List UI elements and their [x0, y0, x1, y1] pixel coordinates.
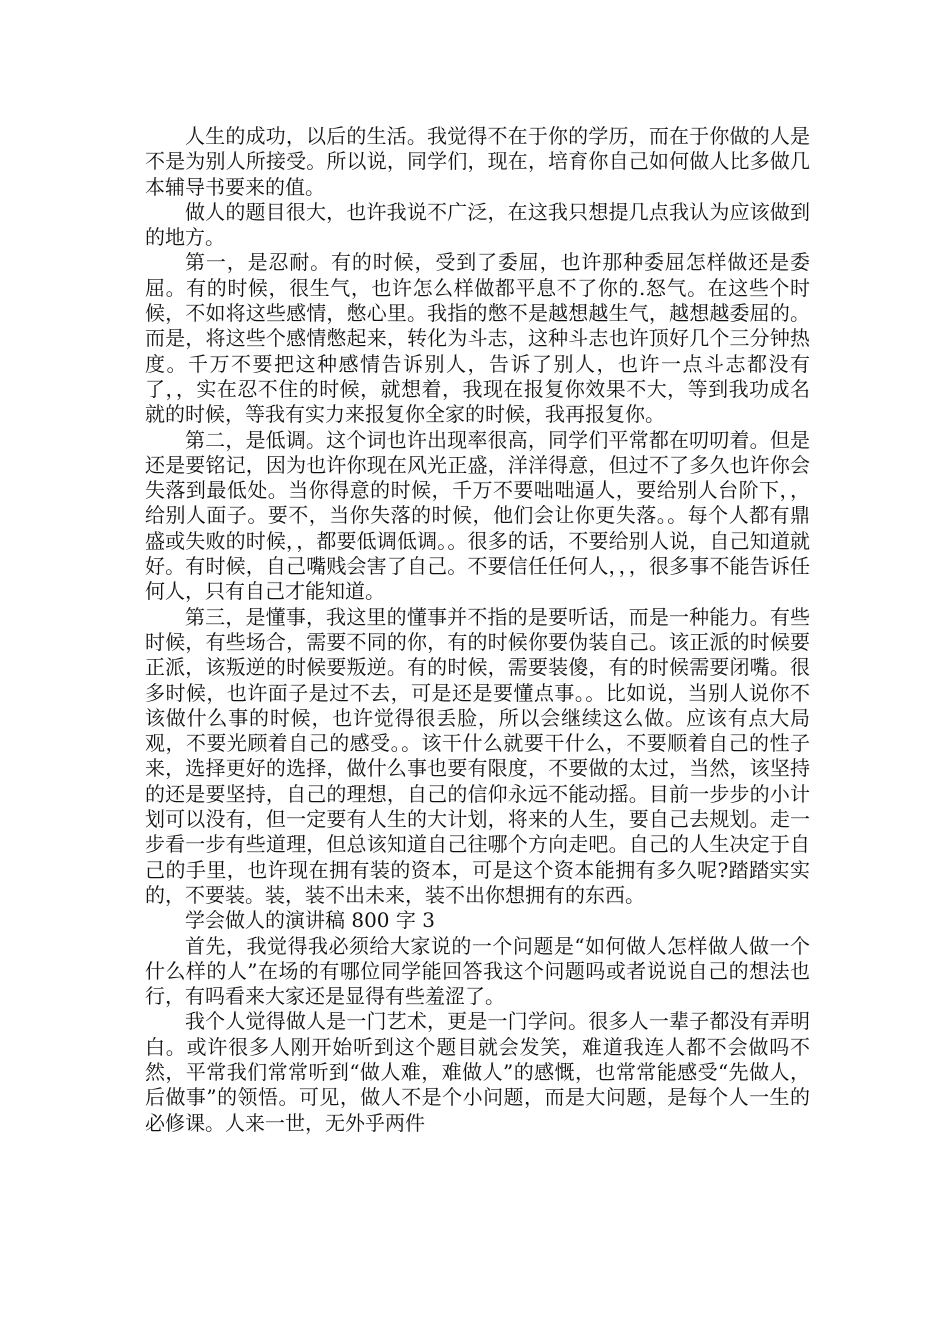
paragraph-question: 首先，我觉得我必须给大家说的一个问题是“如何做人怎样做人做一个什么样的人”在场的有哪位同学能回答我这个问题吗或者说说自己的想法也行，有吗看来大家还是显得有些羞涩了。	[145, 933, 810, 1009]
paragraph-point-patience: 第一，是忍耐。有的时候，受到了委屈，也许那种委屈怎样做还是委屈。有的时候，很生气，也许怎么样做都平息不了你的.怒气。在这些个时候，不如将这些感情，憋心里。我指的憋不是越想越生气，越想越委屈的。而是，将这些个感情憋起来，转化为斗志，这种斗志也许顶好几个三分钟热度。千万不要把这种感情告诉别人，告诉了别人，也许一点斗志都没有了，，实在忍不住的时候，就想着，我现在报复你效果不大，等到我功成名就的时候，等我有实力来报复你全家的时候，我再报复你。	[145, 250, 810, 427]
speech-text-body	[145, 124, 810, 1136]
paragraph-topic: 做人的题目很大，也许我说不广泛，在这我只想提几点我认为应该做到的地方。	[145, 199, 810, 250]
paragraph-point-sensible: 第三，是懂事，我这里的懂事并不指的是要听话，而是一种能力。有些时候，有些场合，需要不同的你，有的时候你要伪装自己。该正派的时候要正派，该叛逆的时候要叛逆。有的时候，需要装傻，有的时候需要闭嘴。很多时候，也许面子是过不去，可是还是要懂点事。。比如说，当别人说你不该做什么事的时候，也许觉得很丢脸，所以会继续这么做。应该有点大局观，不要光顾着自己的感受。。该干什么就要干什么，不要顺着自己的性子来，选择更好的选择，做什么事也要有限度，不要做的太过，当然，该坚持的还是要坚持，自己的理想，自己的信仰永远不能动摇。目前一步步的小计划可以没有，但一定要有人生的大计划，将来的人生，要自己去规划。走一步看一步有些道理，但总该知道自己往哪个方向走吧。自己的人生决定于自己的手里，也许现在拥有装的资本，可是这个资本能拥有多久呢?踏踏实实的，不要装。装，装不出未来，装不出你想拥有的东西。	[145, 604, 810, 907]
paragraph-intro: 人生的成功，以后的生活。我觉得不在于你的学历，而在于你做的人是不是为别人所接受。所以说，同学们，现在，培育你自己如何做人比多做几本辅导书要来的值。	[145, 124, 810, 199]
paragraph-art-of-being: 我个人觉得做人是一门艺术，更是一门学问。很多人一辈子都没有弄明白。或许很多人刚开始听到这个题目就会发笑，难道我连人都不会做吗不然，平常我们常常听到“做人难，难做人”的感慨，也常常能感受“先做人，后做事”的领悟。可见，做人不是个小问题，而是大问题，是每个人一生的必修课。人来一世，无外乎两件	[145, 1009, 810, 1135]
section-heading: 学会做人的演讲稿 800 字 3	[185, 908, 435, 933]
paragraph-point-low-profile: 第二，是低调。这个词也许出现率很高，同学们平常都在叨叨着。但是还是要铭记，因为也许你现在风光正盛，洋洋得意，但过不了多久也许你会失落到最低处。当你得意的时候，千万不要咄咄逼人，要给别人台阶下，，给别人面子。要不，当你失落的时候，他们会让你更失落。。每个人都有鼎盛或失败的时候，，都要低调低调。。很多的话，不要给别人说，自己知道就好。有时候，自己嘴贱会害了自己。不要信任任何人，，，很多事不能告诉任何人，只有自己才能知道。	[145, 427, 810, 604]
